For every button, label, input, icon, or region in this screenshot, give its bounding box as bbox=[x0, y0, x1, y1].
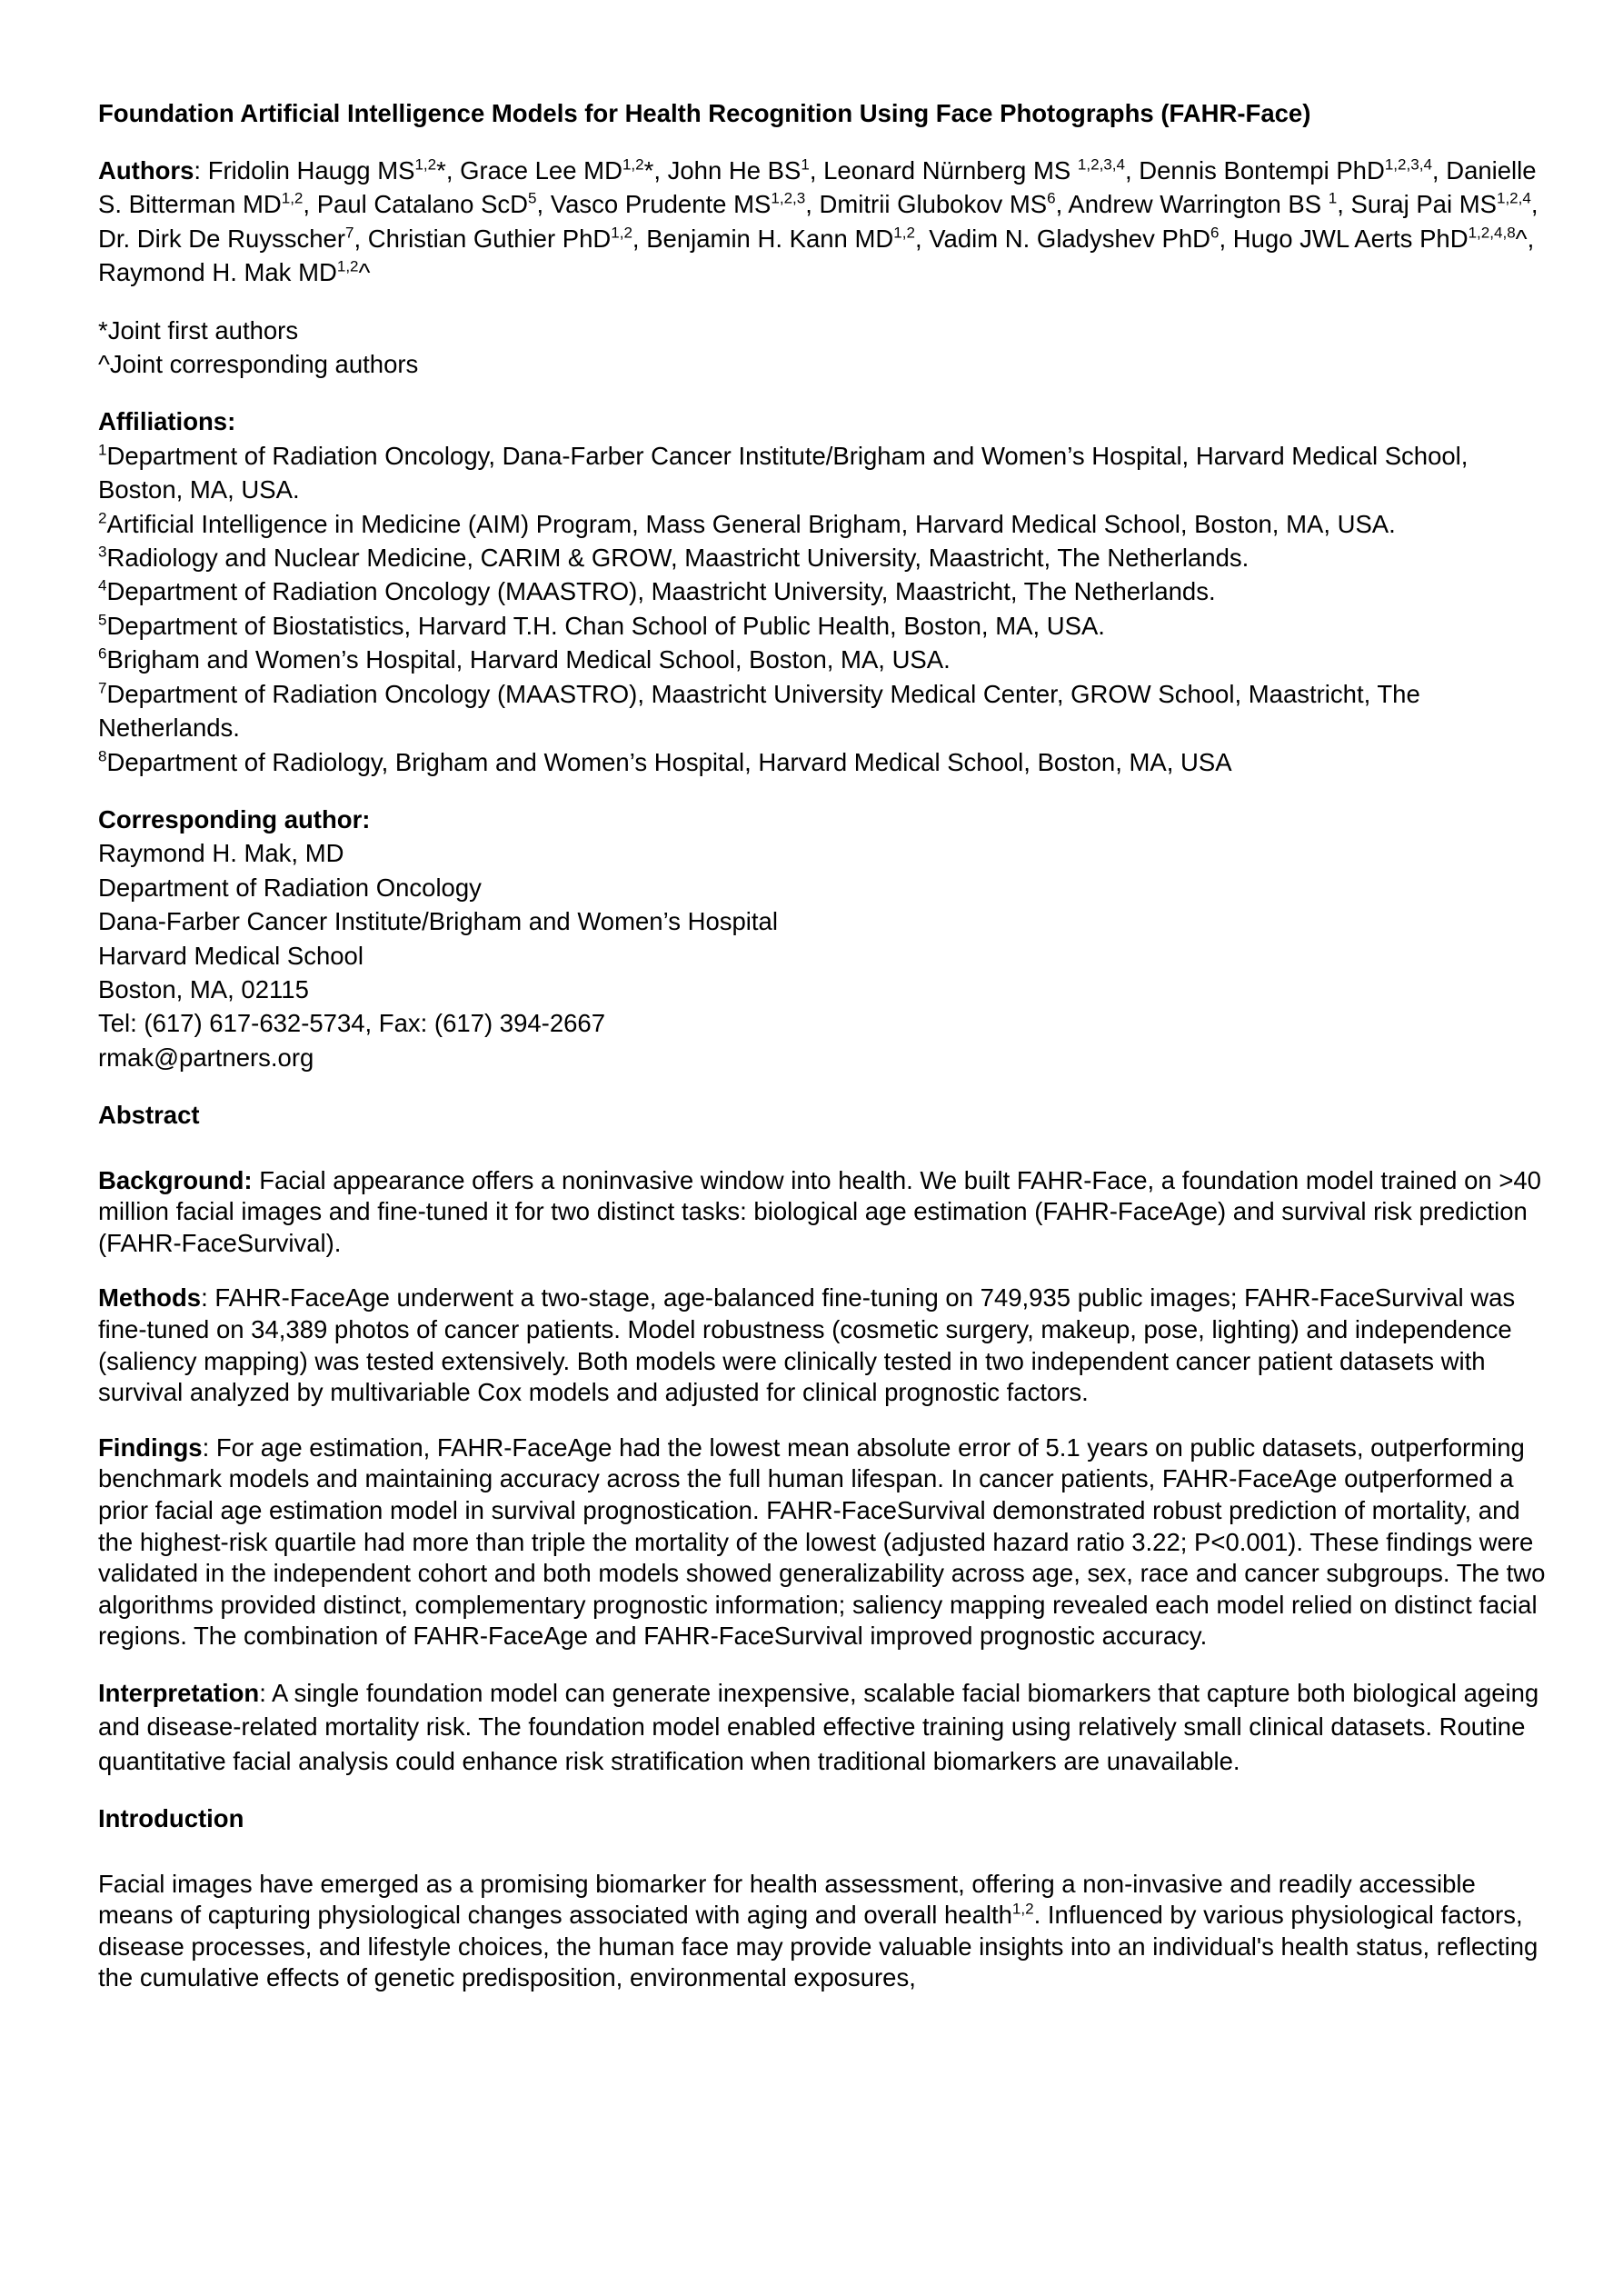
author-entry: Paul Catalano ScD$^5$ bbox=[316, 189, 537, 219]
paper-title: Foundation Artificial Intelligence Models for Health Recognition Using Face Photographs (FAHR-Face) bbox=[98, 99, 1311, 127]
affiliations-list bbox=[98, 439, 1552, 779]
abstract-interpretation: Interpretation: A single foundation model can generate inexpensive, scalable facial biomarkers that capture both biological ageing and disease-related mortality risk. The foundation model enabled effective training using relatively small clinical datasets. Routine quantitative facial analysis could enhance risk stratification when traditional biomarkers are unavailable. bbox=[98, 1678, 1539, 1775]
author-entry: Christian Guthier PhD$^{1,2}$ bbox=[367, 224, 632, 253]
corresponding-school: Harvard Medical School bbox=[98, 941, 363, 970]
affiliation-item: $^3$Radiology and Nuclear Medicine, CARIM & GROW, Maastricht University, Maastricht, The Netherlands. bbox=[98, 543, 1250, 573]
corresponding-institute: Dana-Farber Cancer Institute/Brigham and Women’s Hospital bbox=[98, 907, 778, 936]
paper-page bbox=[98, 96, 1552, 1994]
affiliation-item: $^4$Department of Radiation Oncology (MAASTRO), Maastricht University, Maastricht, The Netherlands. bbox=[98, 576, 1216, 606]
author-entry: Andrew Warrington BS $^1$ bbox=[1068, 189, 1338, 219]
abstract-background: Background: Facial appearance offers a noninvasive window into health. We built FAHR-Face, a foundation model trained on >40 million facial images and fine-tuned it for two distinct tasks: biological age estimation (FAHR-FaceAge) and survival risk prediction (FAHR-FaceSurvival). bbox=[98, 1165, 1541, 1257]
author-entry: Dennis Bontempi PhD$^{1,2,3,4}$ bbox=[1139, 155, 1432, 185]
affiliation-item: $^1$Department of Radiation Oncology, Dana-Farber Cancer Institute/Brigham and Women’s Hospital, Harvard Medical School, Boston, MA, USA. bbox=[98, 441, 1469, 504]
abstract-findings: Findings: For age estimation, FAHR-FaceAge had the lowest mean absolute error of 5.1 years on public datasets, outperforming benchmark models and maintaining accuracy across the full human lifespan. In cancer patients, FAHR-FaceAge outperformed a prior facial age estimation model in survival prognostication. FAHR-FaceSurvival demonstrated robust prediction of mortality, and the highest-risk quartile had more than triple the mortality of the lowest (adjusted hazard ratio 3.22; P<0.001). These findings were validated in the independent cohort and both models showed generalizability across age, sex, race and cancer subgroups. The two algorithms provided distinct, complementary prognostic information; saliency mapping revealed each model relied on distinct facial regions. The combination of FAHR-FaceAge and FAHR-FaceSurvival improved prognostic accuracy. bbox=[98, 1433, 1546, 1651]
author-entry: Raymond H. Mak MD$^{1,2}$^ bbox=[98, 257, 371, 287]
affiliation-item: $^5$Department of Biostatistics, Harvard T.H. Chan School of Public Health, Boston, MA, USA. bbox=[98, 611, 1105, 640]
authors-paragraph: Authors: Fridolin Haugg MS$^{1,2}$*, Grace Lee MD$^{1,2}$*, John He $BS^1$, Leonard Nürnberg MS $^{1,2,3,4}$, Dennis Bontempi PhD$^{1,2,3,4}$, Danielle S. Bitterman MD$^{1,2}$, Paul Catalano ScD$^5$, Vasco Prudente MS$^{1,2,3}$, Dmitrii Glubokov $MS^6$, Andrew Warrington BS $^1$, Suraj Pai MS$^{1,2,4}$, Dr. Dirk De Ruysscher$^7$, Christian Guthier PhD$^{1,2}$, Benjamin H. Kann MD$^{1,2}$, Vadim N. Gladyshev PhD$^6$, Hugo JWL Aerts PhD$^{1,2,4,8}$^, Raymond H. Mak MD$^{1,2}$^ bbox=[98, 155, 1538, 287]
corresponding-email: rmak@partners.org bbox=[98, 1043, 314, 1072]
author-entry: John He $BS^1$ bbox=[667, 155, 810, 185]
introduction-paragraph: Facial images have emerged as a promising biomarker for health assessment, offering a non-invasive and readily accessible means of capturing physiological changes associated with aging and overall health$^{1,2}$. Influenced by various physiological factors, disease processes, and lifestyle choices, the human face may provide valuable insights into an individual's health status, reflecting the cumulative effects of genetic predisposition, environmental exposures, bbox=[98, 1869, 1538, 1992]
abstract-heading: Abstract bbox=[98, 1101, 200, 1130]
author-entry: Suraj Pai MS$^{1,2,4}$ bbox=[1350, 189, 1531, 219]
author-entry: Leonard Nürnberg MS $^{1,2,3,4}$ bbox=[823, 155, 1125, 185]
corresponding-city: Boston, MA, 02115 bbox=[98, 974, 309, 1003]
author-entry: Grace Lee MD$^{1,2}$* bbox=[460, 155, 654, 185]
joint-corresponding-note: ^Joint corresponding authors bbox=[98, 350, 419, 379]
affiliations-heading: Affiliations: bbox=[98, 407, 236, 436]
authors-label: Authors bbox=[98, 156, 194, 185]
author-entry: Dmitrii Glubokov $MS^6$ bbox=[819, 189, 1056, 219]
introduction-heading: Introduction bbox=[98, 1804, 244, 1833]
affiliation-item: $^8$Department of Radiology, Brigham and Women’s Hospital, Harvard Medical School, Boston, MA, USA bbox=[98, 746, 1232, 776]
corresponding-phone: Tel: (617) 617-632-5734, Fax: (617) 394-2667 bbox=[98, 1009, 605, 1038]
corresponding-department: Department of Radiation Oncology bbox=[98, 873, 482, 902]
affiliation-item: $^2$Artificial Intelligence in Medicine (AIM) Program, Mass General Brigham, Harvard Medical School, Boston, MA, USA. bbox=[98, 509, 1396, 538]
abstract-methods: Methods: FAHR-FaceAge underwent a two-stage, age-balanced fine-tuning on 749,935 public images; FAHR-FaceSurvival was fine-tuned on 34,389 photos of cancer patients. Model robustness (cosmetic surgery, makeup, pose, lighting) and independence (saliency mapping) was tested extensively. Both models were clinically tested in two independent cancer patient datasets with survival analyzed by multivariable Cox models and adjusted for clinical prognostic factors. bbox=[98, 1283, 1516, 1407]
author-entry: Benjamin H. Kann MD$^{1,2}$ bbox=[646, 224, 915, 253]
author-entry: Fridolin Haugg MS$^{1,2}$* bbox=[207, 155, 446, 185]
author-entry: Dr. Dirk De Ruysscher$^7$ bbox=[98, 224, 354, 253]
corresponding-name: Raymond H. Mak, MD bbox=[98, 839, 344, 868]
author-entry: Vasco Prudente MS$^{1,2,3}$ bbox=[550, 189, 806, 219]
corresponding-address bbox=[98, 836, 1552, 1074]
affiliation-item: $^7$Department of Radiation Oncology (MAASTRO), Maastricht University Medical Center, GROW School, Maastricht, The Netherlands. bbox=[98, 679, 1420, 743]
corresponding-heading: Corresponding author: bbox=[98, 804, 371, 834]
affiliation-item: $^6$Brigham and Women’s Hospital, Harvard Medical School, Boston, MA, USA. bbox=[98, 644, 951, 674]
author-entry: Vadim N. Gladyshev PhD$^6$ bbox=[929, 224, 1220, 253]
joint-first-note: *Joint first authors bbox=[98, 315, 299, 344]
author-entry: Hugo JWL Aerts PhD$^{1,2,4,8}$^ bbox=[1232, 224, 1528, 253]
author-entry: Danielle S. Bitterman MD$^{1,2}$ bbox=[98, 156, 1537, 219]
